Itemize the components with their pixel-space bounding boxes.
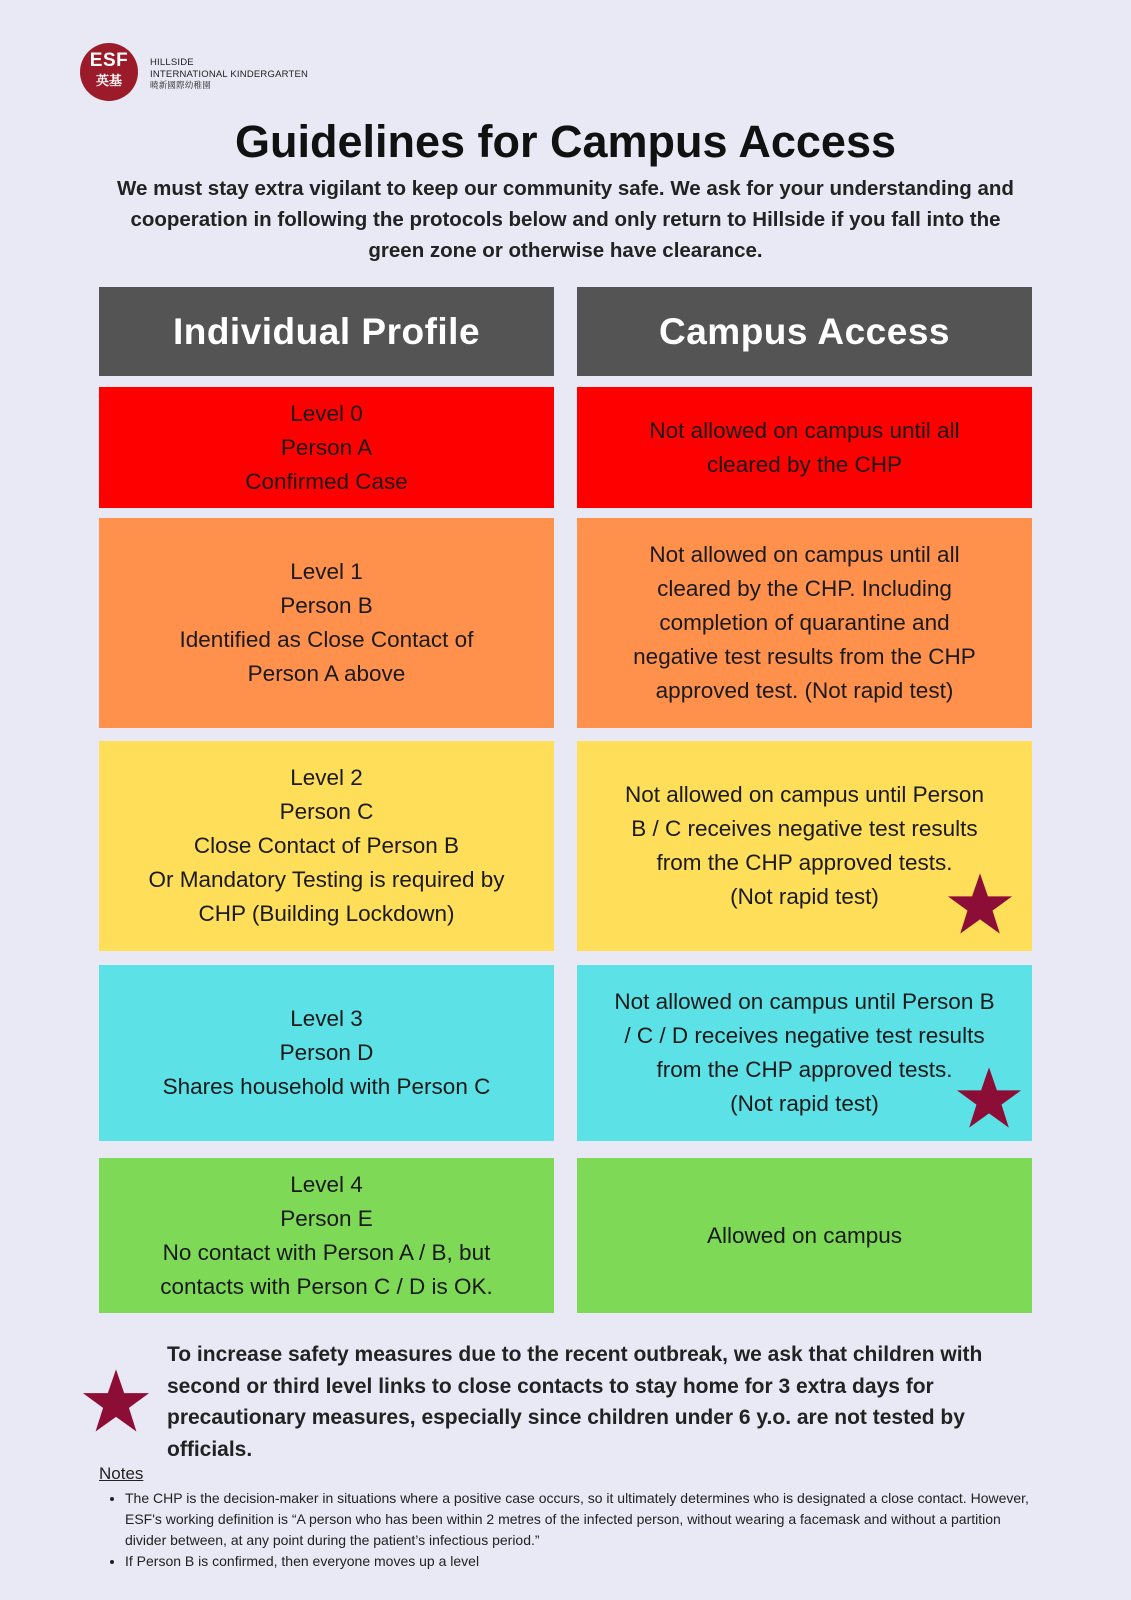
profile-line: Confirmed Case: [245, 468, 408, 494]
header-campus-access: Campus Access: [577, 287, 1032, 376]
logo-line-1: HILLSIDE: [150, 57, 194, 68]
profile-line: Level 4: [290, 1171, 363, 1197]
row-level-3-profile: [99, 965, 554, 1141]
profile-line: Level 1: [290, 559, 363, 584]
row-level-4-profile: [99, 1158, 554, 1313]
profile-line: Person A: [280, 434, 373, 460]
row-level-0-profile: [99, 387, 554, 508]
star-icon: [946, 872, 1014, 936]
note-item: • The CHP is the decision-maker in situations where a positive case occurs, so it ultimately determines who is designated a close contact. However, ESF's working definition is “A person who has been within 2 metres of the infected person, without wearing a facemask and without a partition divider between, at any point during the patient’s infectious period.”: [125, 1488, 1045, 1551]
note-item: • If Person B is confirmed, then everyone moves up a level: [125, 1551, 1045, 1572]
profile-line: Person E: [280, 1205, 373, 1231]
profile-line: Identified as Close Contact of: [179, 627, 474, 652]
profile-line: Level 3: [290, 1006, 363, 1031]
profile-line: Person C: [279, 799, 374, 824]
page-title: Guidelines for Campus Access: [234, 116, 897, 167]
safety-measures-note: To increase safety measures due to the recent outbreak, we ask that children with second or third level links to close contacts to stay home for 3 extra days for precautionary measures, especially since children under 6 y.o. are not tested by officials.: [167, 1343, 983, 1461]
logo-wordmark: [150, 57, 308, 92]
star-icon: [81, 1368, 151, 1434]
row-level-1-profile: [99, 518, 554, 728]
star-icon: [955, 1066, 1023, 1130]
profile-line: Level 0: [290, 400, 363, 426]
logo-abbr-cjk: 英基: [95, 73, 122, 88]
access-line: B / C receives negative test results: [631, 816, 978, 841]
access-line: cleared by the CHP: [706, 451, 903, 477]
access-line: from the CHP approved tests.: [656, 1057, 953, 1082]
access-line: Not allowed on campus until Person: [625, 782, 984, 807]
access-line: Not allowed on campus until all: [649, 542, 960, 567]
profile-line: CHP (Building Lockdown): [198, 901, 455, 926]
access-line: completion of quarantine and: [659, 610, 950, 635]
row-level-4-access: [577, 1158, 1032, 1313]
access-line: (Not rapid test): [730, 1091, 879, 1116]
access-line: negative test results from the CHP: [633, 644, 976, 669]
profile-line: No contact with Person A / B, but: [162, 1239, 491, 1265]
profile-line: Person D: [279, 1040, 374, 1065]
row-level-0-access: [577, 387, 1032, 508]
profile-line: Person B: [280, 593, 373, 618]
logo-line-3: 曉新國際幼稚園: [150, 80, 211, 90]
profile-line: Level 2: [290, 765, 363, 790]
intro-paragraph: We must stay extra vigilant to keep our community safe. We ask for your understanding and cooperation in following the protocols below and only return to Hillside if you fall into the green zone or otherwise have clearance.: [117, 177, 1014, 262]
access-line: cleared by the CHP. Including: [657, 576, 952, 601]
esf-logo-mark: [80, 43, 138, 101]
access-line: / C / D receives negative test results: [624, 1023, 985, 1048]
access-line: (Not rapid test): [730, 884, 879, 909]
access-line: from the CHP approved tests.: [656, 850, 953, 875]
school-logo: [80, 42, 330, 104]
profile-line: Person A above: [247, 661, 406, 686]
profile-line: Shares household with Person C: [162, 1074, 491, 1099]
access-line: approved test. (Not rapid test): [655, 678, 954, 703]
logo-abbr: ESF: [89, 50, 129, 71]
profile-line: Or Mandatory Testing is required by: [148, 867, 505, 892]
logo-line-2: INTERNATIONAL KINDERGARTEN: [150, 68, 309, 80]
row-level-2-profile: [99, 741, 554, 951]
profile-line: Close Contact of Person B: [193, 833, 460, 858]
row-level-1-access: [577, 518, 1032, 728]
access-line: Not allowed on campus until Person B: [614, 989, 995, 1014]
access-line: Not allowed on campus until all: [649, 417, 960, 443]
notes-list: [99, 1488, 1045, 1572]
profile-line: contacts with Person C / D is OK.: [160, 1273, 493, 1299]
access-line: Allowed on campus: [706, 1222, 903, 1248]
notes-heading: Notes: [99, 1464, 144, 1483]
header-individual-profile: Individual Profile: [99, 287, 554, 376]
